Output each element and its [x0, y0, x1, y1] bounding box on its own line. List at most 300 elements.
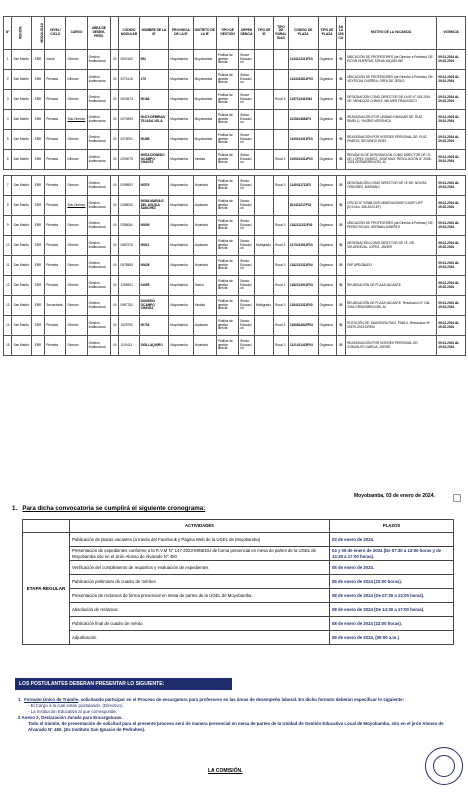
cell-cargo: Director [66, 296, 87, 316]
cell-prov: Moyobamba [169, 236, 193, 256]
cell-cargo: Director [66, 50, 87, 70]
cell-mod: EBR [31, 110, 45, 130]
cell-vig: 09.01.2024 AL 29.02.2024 [437, 196, 466, 216]
cell-region: San Martín [12, 336, 31, 356]
cell-n: 12 [4, 276, 12, 296]
cell-gestion: Pública de gestión directa [216, 70, 238, 90]
cell-motivo: REASIGNACIÓN POR INTERES PERSONAL DE: RUIZ PINEDO, SEGUNDO ROEL [346, 130, 437, 150]
cell-gestion: Pública de gestión directa [216, 196, 238, 216]
cell-dep: Sector Educación [239, 216, 255, 236]
cell-rural: Rural 3 [274, 90, 289, 110]
column-header: N° [4, 17, 12, 50]
cell-area: Gestión Institucional [87, 216, 110, 236]
commission-signature: LA COMISIÓN. [208, 768, 243, 774]
cell-dep: Sector Educación [239, 70, 255, 90]
table-row [4, 256, 466, 276]
cell-rural [274, 70, 289, 90]
cell-dep: Sector Educación [239, 276, 255, 296]
cell-nivel: Primaria [45, 256, 66, 276]
deadline-cell: 05 de enero de 2024. [330, 561, 454, 575]
cell-aula: Si [336, 150, 346, 170]
cell-region: San Martín [12, 110, 31, 130]
cell-cargo: Director [66, 130, 87, 150]
cell-tipoie: Multigrado [255, 296, 274, 316]
schedule-table [22, 519, 454, 645]
cell-codplaza: 1180814622F03 [288, 316, 318, 336]
cell-gestion: Pública de gestión directa [216, 176, 238, 196]
cell-ie: DIONISIO OCAMPO CHAVEZ [139, 296, 169, 316]
cell-tipoplaza: Orgánica [318, 176, 336, 196]
cell-vig: 09.01.2024 AL 29.02.2024 [437, 150, 466, 170]
cell-codmod: 0288050 [119, 196, 139, 216]
cell-tipoplaza: Orgánica [318, 236, 336, 256]
cell-aula: Si [336, 236, 346, 256]
cell-tipoie [255, 336, 274, 356]
activities-header: ACTIVIDADES [70, 520, 330, 533]
cell-tipoie [255, 316, 274, 336]
column-header: TIPO DE IE [255, 17, 274, 50]
cell-motivo: ROTACIÓN DE: SAAVEDRA RUIZ, PABLO, Resolución Nº 00379-2023-DREM [346, 316, 437, 336]
cell-area: Gestión Institucional [87, 50, 110, 70]
checkbox-mark [453, 494, 461, 502]
cell-tipoie [255, 276, 274, 296]
date-line: Moyobamba, 03 de enero de 2024. [354, 493, 435, 499]
cell-nivel: Primaria [45, 216, 66, 236]
cell-codmod: 1289951 [119, 276, 139, 296]
cell-aula: Si [336, 296, 346, 316]
cell-jornada: 40 [110, 90, 118, 110]
cell-gestion: Pública de gestión directa [216, 110, 238, 130]
table-row [4, 276, 466, 296]
deadline-cell: 09 de enero de 2024, (09:00 a.m.) [330, 631, 454, 645]
seal-stamp [425, 747, 463, 785]
stage-label: ETAPA REGULAR [23, 533, 70, 645]
cell-mod: EBR [31, 216, 45, 236]
cell-dep: Sector Educación [239, 256, 255, 276]
cell-ie: 00584 MARIA E. DEL AGUILA SANCHEZ [139, 196, 169, 216]
cell-rural [274, 196, 289, 216]
cell-tipoplaza: Orgánica [318, 296, 336, 316]
cell-motivo: DESIGNACIÓN COMO DIRECTOR DE I.E. DE: VELARDEZUL LOPEZ, JAVIER [346, 236, 437, 256]
deadlines-header: PLAZOS [330, 520, 454, 533]
cell-jornada: 40 [110, 336, 118, 356]
cell-vig: 09.01.2024 AL 29.02.2024 [437, 110, 466, 130]
cell-mod: EBR [31, 150, 45, 170]
requirement-1a: - El Cargo a la cual están postulando. (Directivo). [28, 702, 124, 708]
cell-codmod: 0298992 [119, 176, 139, 196]
cell-rural [274, 110, 289, 130]
cell-jornada: 40 [110, 256, 118, 276]
cell-rural: Rural 3 [274, 316, 289, 336]
cell-codplaza: 1119413881F3 [288, 110, 318, 130]
cell-nivel: Primaria [45, 70, 66, 90]
cell-vig: 09.01.2024 AL 29.02.2024 [437, 296, 466, 316]
cell-prov: Moyobamba [169, 336, 193, 356]
cell-nivel: Primaria [45, 316, 66, 336]
cell-ie: 00793 [139, 316, 169, 336]
cell-vig: 09.01.2024 AL 29.02.2024 [437, 256, 466, 276]
table-row [4, 70, 466, 90]
cell-ie: 00518 DIONISIO OCAMPO CHAVEZ [139, 150, 169, 170]
cell-prov: Moyobamba [169, 110, 193, 130]
cell-tipoie [255, 70, 274, 90]
table-row [4, 196, 466, 216]
cell-jornada: 40 [110, 216, 118, 236]
cell-dep: Sector Educación [239, 296, 255, 316]
deadline-cell: 08 de enero de 2024 (De 07:30 a 13:00 horas). [330, 589, 454, 603]
cell-prov: Moyobamba [169, 256, 193, 276]
cell-dep: Sector Educación [239, 196, 255, 216]
schedule-row [23, 589, 454, 603]
cell-tipoplaza: Orgánica [318, 110, 336, 130]
cell-jornada: 40 [110, 276, 118, 296]
schedule-row [23, 547, 454, 561]
cell-ie: 00184 [139, 90, 169, 110]
cell-mod: EBR [31, 90, 45, 110]
cell-mod: EBR [31, 50, 45, 70]
cell-dep: Sector Educación [239, 316, 255, 336]
cell-codmod: 0275091 [119, 130, 139, 150]
cell-vig: 09.01.2024 AL 29.02.2024 [437, 216, 466, 236]
cell-motivo: REUBICACIÓN DE PLAZA VACANTE, Resolución N° 136-2016-GRSM/DRE/UGEL-M [346, 296, 437, 316]
cell-ie: 00486 [139, 130, 169, 150]
cell-gestion: Pública de gestión directa [216, 316, 238, 336]
cell-mod: EBR [31, 236, 45, 256]
cell-aula: Si [336, 196, 346, 216]
cell-tipoie: Multigrado [255, 236, 274, 256]
cell-area: Gestión Institucional [87, 70, 110, 90]
activity-cell: Adjudicación [70, 631, 330, 645]
cell-area: Gestión Institucional [87, 110, 110, 130]
cell-area: Gestión Institucional [87, 336, 110, 356]
cell-gestion: Pública de gestión directa [216, 296, 238, 316]
cell-motivo: RENUNCIA DE DESIGNACIÓN COMO DIRECTOR DE I.E. DE: LÓPEZ CHAVEZ, JOSE MAX, RESOLUCIÓN N° 2066-2023 GRSM/DRE/UGEL-M [346, 150, 437, 170]
cell-jornada: 40 [110, 296, 118, 316]
cell-area: Gestión Institucional [87, 176, 110, 196]
cell-prov: Moyobamba [169, 276, 193, 296]
cell-motivo: REASIGNACIÓN POR INTERES PERSONAL DE: GONZALES GARCIA, JORGE [346, 336, 437, 356]
section-title [12, 505, 205, 512]
cell-vig: 09.01.2024 AL 29.02.2024 [437, 90, 466, 110]
cell-prov: Moyobamba [169, 50, 193, 70]
cell-tipoplaza: Orgánica [318, 90, 336, 110]
cell-motivo: UBICACIÓN DE PROFESORES (de Director a Profesor) DE: PICON HUERTAS, SONIA YAQUELINE [346, 50, 437, 70]
cell-n: 5 [4, 130, 12, 150]
cell-area: Gestión Institucional [87, 276, 110, 296]
activity-cell: Publicación final de cuadro de mérito [70, 617, 330, 631]
cell-aula: Si [336, 50, 346, 70]
cell-tipoie [255, 90, 274, 110]
cell-jornada: 40 [110, 236, 118, 256]
cell-codplaza: 1140311711F3 [288, 176, 318, 196]
cell-codmod: 0274118 [119, 70, 139, 90]
cell-codmod: 0274993 [119, 110, 139, 130]
cell-codplaza: 1182211311F04 [288, 256, 318, 276]
cell-region: San Martín [12, 150, 31, 170]
cell-vig: 09.01.2024 AL 29.02.2024 [437, 50, 466, 70]
activity-cell: Publicación preliminar de cuadro de méritos [70, 575, 330, 589]
cell-n: 3 [4, 90, 12, 110]
cell-ie: 00474 DEBRIAN TEJADA VELA [139, 110, 169, 130]
column-header: CÓDIGO MODULAR [119, 17, 139, 50]
cell-dist: Yantalo [193, 296, 216, 316]
cell-jornada: 40 [110, 50, 118, 70]
cell-jornada: 40 [110, 130, 118, 150]
column-header: NIVEL/ CICLO [45, 17, 66, 50]
cell-dep: Sector Educación [239, 336, 255, 356]
cell-codmod: 0587782 [119, 296, 139, 316]
cell-aula: Si [336, 276, 346, 296]
column-header: DISTRITO DE LA IE [193, 17, 216, 50]
schedule-row [23, 533, 454, 547]
cell-mod: EBR [31, 176, 45, 196]
cell-n: 14 [4, 316, 12, 336]
schedule-row [23, 603, 454, 617]
cell-gestion: Pública de gestión directa [216, 90, 238, 110]
cell-nivel: Primaria [45, 196, 66, 216]
cell-dist: Moyobamba [193, 50, 216, 70]
table-row [4, 316, 466, 336]
cell-dep: Sector Educación [239, 50, 255, 70]
cell-cargo: Director [66, 216, 87, 236]
cell-codmod: 1119411 [119, 336, 139, 356]
cell-codplaza: 1144112311F03 [288, 50, 318, 70]
cell-area: Gestión Institucional [87, 316, 110, 336]
cell-area: Gestión Institucional [87, 130, 110, 150]
cell-cargo: Director [66, 236, 87, 256]
table-header [4, 17, 466, 50]
column-header: CÓDIGO DE PLAZA [288, 17, 318, 50]
cell-dist: Jepelacio [193, 316, 216, 336]
cell-prov: Moyobamba [169, 316, 193, 336]
cell-jornada: 40 [110, 176, 118, 196]
cell-rural: Rural 3 [274, 176, 289, 196]
cell-codplaza: 1173211511F03 [288, 236, 318, 256]
cell-cargo: Director [66, 176, 87, 196]
cell-cargo: Director [66, 256, 87, 276]
deadline-cell: 08 de enero de 2024 (22:00 horas). [330, 617, 454, 631]
cell-nivel: Primaria [45, 276, 66, 296]
cell-tipoplaza: Orgánica [318, 70, 336, 90]
cell-n: 13 [4, 296, 12, 316]
cell-nivel: Primaria [45, 90, 66, 110]
activity-cell: Presentación de reclamos de forma presencial en mesa de partes de la UGEL de Moyobamba. [70, 589, 330, 603]
schedule-row [23, 575, 454, 589]
column-header [110, 17, 118, 50]
cell-nivel: Secundaria [45, 296, 66, 316]
cell-region: San Martín [12, 90, 31, 110]
cell-mod: EBR [31, 276, 45, 296]
cell-region: San Martín [12, 276, 31, 296]
cell-prov: Moyobamba [169, 90, 193, 110]
cell-dist: Jepelacio [193, 176, 216, 196]
cell-vig: 09.01.2024 AL 29.02.2024 [437, 70, 466, 90]
column-header: DEPENDENCIA [239, 17, 255, 50]
column-header: PROVINCIA DE LA IE [169, 17, 193, 50]
cell-n: 4 [4, 110, 12, 130]
cell-rural [274, 130, 289, 150]
cell-mod: EBR [31, 70, 45, 90]
cell-dep: Sector Educación [239, 90, 255, 110]
cell-gestion: Pública de gestión directa [216, 130, 238, 150]
column-header: AULA ÚNICA [336, 17, 346, 50]
cell-n: 1 [4, 50, 12, 70]
column-header: NOMBRE DE LA IE [139, 17, 169, 50]
cell-aula: Si [336, 90, 346, 110]
cell-region: San Martín [12, 70, 31, 90]
cell-tipoie [255, 196, 274, 216]
cell-dep: Sector Educación [239, 150, 255, 170]
cell-nivel: Primaria [45, 336, 66, 356]
cell-ie: 00609 [139, 216, 169, 236]
column-header: CARGO [66, 17, 87, 50]
cell-tipoie [255, 176, 274, 196]
activity-cell: Presentación de expedientes conforme a la R.V.M N° 147-2023-MINEDU de forma presencial en mesa de partes de la UGEL de Moyobamba sito en el Jirón Alonso de Alvarado N° 450 [70, 547, 330, 561]
cell-dep: Sector Educación [239, 110, 255, 130]
cell-tipoplaza: Orgánica [318, 216, 336, 236]
cell-tipoplaza: Orgánica [318, 316, 336, 336]
cell-ie: 00576 [139, 176, 169, 196]
cell-region: San Martín [12, 316, 31, 336]
cell-cargo: Director [66, 150, 87, 170]
cell-motivo: UBICACIÓN DE PROFESORES (de Director a Profesor) DE: VEXTEGUI GUERRA, ORFA DE JESUS [346, 70, 437, 90]
cell-dist: Yantalo [193, 150, 216, 170]
cell-prov: Moyobamba [169, 70, 193, 90]
cell-area: Gestión Institucional [87, 90, 110, 110]
requirements-list [18, 697, 448, 733]
cell-jornada: 40 [110, 150, 118, 170]
cell-dist: Jepelacio [193, 336, 216, 356]
table-row [4, 130, 466, 150]
cell-dep: Sector Educación [239, 176, 255, 196]
cell-nivel: Inicial [45, 50, 66, 70]
cell-region: San Martín [12, 296, 31, 316]
cell-rural [274, 50, 289, 70]
cell-tipoie [255, 216, 274, 236]
cell-cargo: Director [66, 276, 87, 296]
cell-motivo: DESIGNACIÓN COMO DIRECTOR DE LA IE N° 315-2016 DE: MENDOZA CHAVEZ, WILMER FRANCISCO [346, 90, 437, 110]
cell-rural: Rural 3 [274, 150, 289, 170]
column-header: MOTIVO DE LA VACANCIA [346, 17, 437, 50]
cell-codplaza: 1184211311F03 [288, 296, 318, 316]
cell-region: San Martín [12, 256, 31, 276]
cell-motivo: PAP APROBADO [346, 256, 437, 276]
table-row [4, 150, 466, 170]
requirements-title: LOS POSTULANTES DEBERAN PRESENTAR LO SIGUIENTE: [15, 678, 232, 690]
cell-dist: Soritor [193, 276, 216, 296]
table-row [4, 50, 466, 70]
cell-cargo: Director [66, 316, 87, 336]
cell-dep: Sector Educación [239, 236, 255, 256]
schedule-row [23, 631, 454, 645]
cell-dep: Sector Educación [239, 130, 255, 150]
section-number: 1. [12, 505, 18, 512]
activity-cell: Verificación del cumplimiento de requisitos y evaluación de expedientes [70, 561, 330, 575]
cell-tipoplaza: Orgánica [318, 130, 336, 150]
cell-ie: 00611 [139, 236, 169, 256]
cell-cargo: Director [66, 70, 87, 90]
cell-motivo: REASIGNACIÓN POR UNIDAD FAMILIAR DE: RUIZ RIMELO, YNGRID VERONICA [346, 110, 437, 130]
cell-region: San Martín [12, 176, 31, 196]
cell-mod: EBR [31, 196, 45, 216]
cell-n: 11 [4, 256, 12, 276]
cell-motivo: UBICACIÓN DE PROFESORES (de Director a Profesor) DE: PEREZ ROJAS, HERMAN ALBERTO [346, 216, 437, 236]
cell-prov: Moyobamba [169, 216, 193, 236]
requirement-2: 2 Anexo 2, Declaración Jurada para Encargaturas. [18, 714, 123, 720]
cell-codmod: 0290075 [119, 150, 139, 170]
cell-ie: SIGLLAQUIRO [139, 336, 169, 356]
cell-codmod: 0587576 [119, 236, 139, 256]
cell-tipoie [255, 130, 274, 150]
cell-tipoie [255, 50, 274, 70]
cell-codmod: 0503574 [119, 90, 139, 110]
deadline-cell: 05 de enero de 2024 (22:00 horas). [330, 575, 454, 589]
cell-rural: Rural 3 [274, 236, 289, 256]
cell-dist: Jepelacio [193, 216, 216, 236]
requirements-note: Todo el trámite, de presentación de solicitud para el presente proceso será de manera presencial en mesa de partes de la Unidad de Gestión Educativa Local de Moyobamba, sito en el jirón Alonso de Alvarado N° 450. (Ex Instituto San Ignacio de Pedrahes). [28, 720, 444, 732]
cell-aula: Si [336, 70, 346, 90]
cell-nivel: Primaria [45, 110, 66, 130]
cell-codmod: 0288084 [119, 216, 139, 236]
column-header: REGIÓN [12, 17, 31, 50]
cell-codmod: 0578585 [119, 256, 139, 276]
cell-tipoie [255, 110, 274, 130]
cell-n: 7 [4, 176, 12, 196]
cell-tipoplaza: Orgánica [318, 336, 336, 356]
cell-jornada: 40 [110, 70, 118, 90]
cell-jornada: 40 [110, 316, 118, 336]
schedule-row [23, 561, 454, 575]
cell-ie: 00628 [139, 256, 169, 276]
schedule-header [23, 520, 454, 533]
cell-codmod: 1529750 [119, 316, 139, 336]
cell-ie: 175 [139, 70, 169, 90]
cell-vig: 09.01.2024 AL 29.02.2024 [437, 236, 466, 256]
cell-area: Gestión Institucional [87, 196, 110, 216]
cell-area: Gestión Institucional [87, 296, 110, 316]
column-header: TIPO DE GESTIÓN [216, 17, 238, 50]
cell-tipoplaza: Orgánica [318, 256, 336, 276]
cell-area: Gestión Institucional [87, 236, 110, 256]
column-header: ÁREA DE DESEM-PEÑO [87, 17, 110, 50]
cell-mod: EBR [31, 130, 45, 150]
cell-cargo: Sub-Director [66, 110, 87, 130]
table-row [4, 216, 466, 236]
cell-tipoplaza: Orgánica [318, 276, 336, 296]
cell-n: 9 [4, 216, 12, 236]
table-row [4, 296, 466, 316]
cell-region: San Martín [12, 236, 31, 256]
cell-motivo: DESIGNACIÓN COMO DIRECTOR DE I.E DE: NOVOA ORDOÑEZ, MARIANO [346, 176, 437, 196]
cell-n: 15 [4, 336, 12, 356]
cell-gestion: Pública de gestión directa [216, 150, 238, 170]
cell-jornada: 40 [110, 110, 118, 130]
deadline-cell: 08 de enero de 2024 (De 14:30 a 17:00 horas). [330, 603, 454, 617]
cell-dist: Moyobamba [193, 130, 216, 150]
cell-region: San Martín [12, 130, 31, 150]
table-row [4, 90, 466, 110]
cell-ie: 092 [139, 50, 169, 70]
cell-aula: Si [336, 256, 346, 276]
cell-n: 10 [4, 236, 12, 256]
cell-motivo: REUBICACIÓN DE PLAZA VACANTE [346, 276, 437, 296]
cell-cargo: Director [66, 336, 87, 356]
cell-n: 2 [4, 70, 12, 90]
cell-rural: Rural 3 [274, 216, 289, 236]
vacancies-table [3, 16, 466, 356]
cell-mod: EBR [31, 316, 45, 336]
cell-codplaza: 1109113411F03 [288, 150, 318, 170]
